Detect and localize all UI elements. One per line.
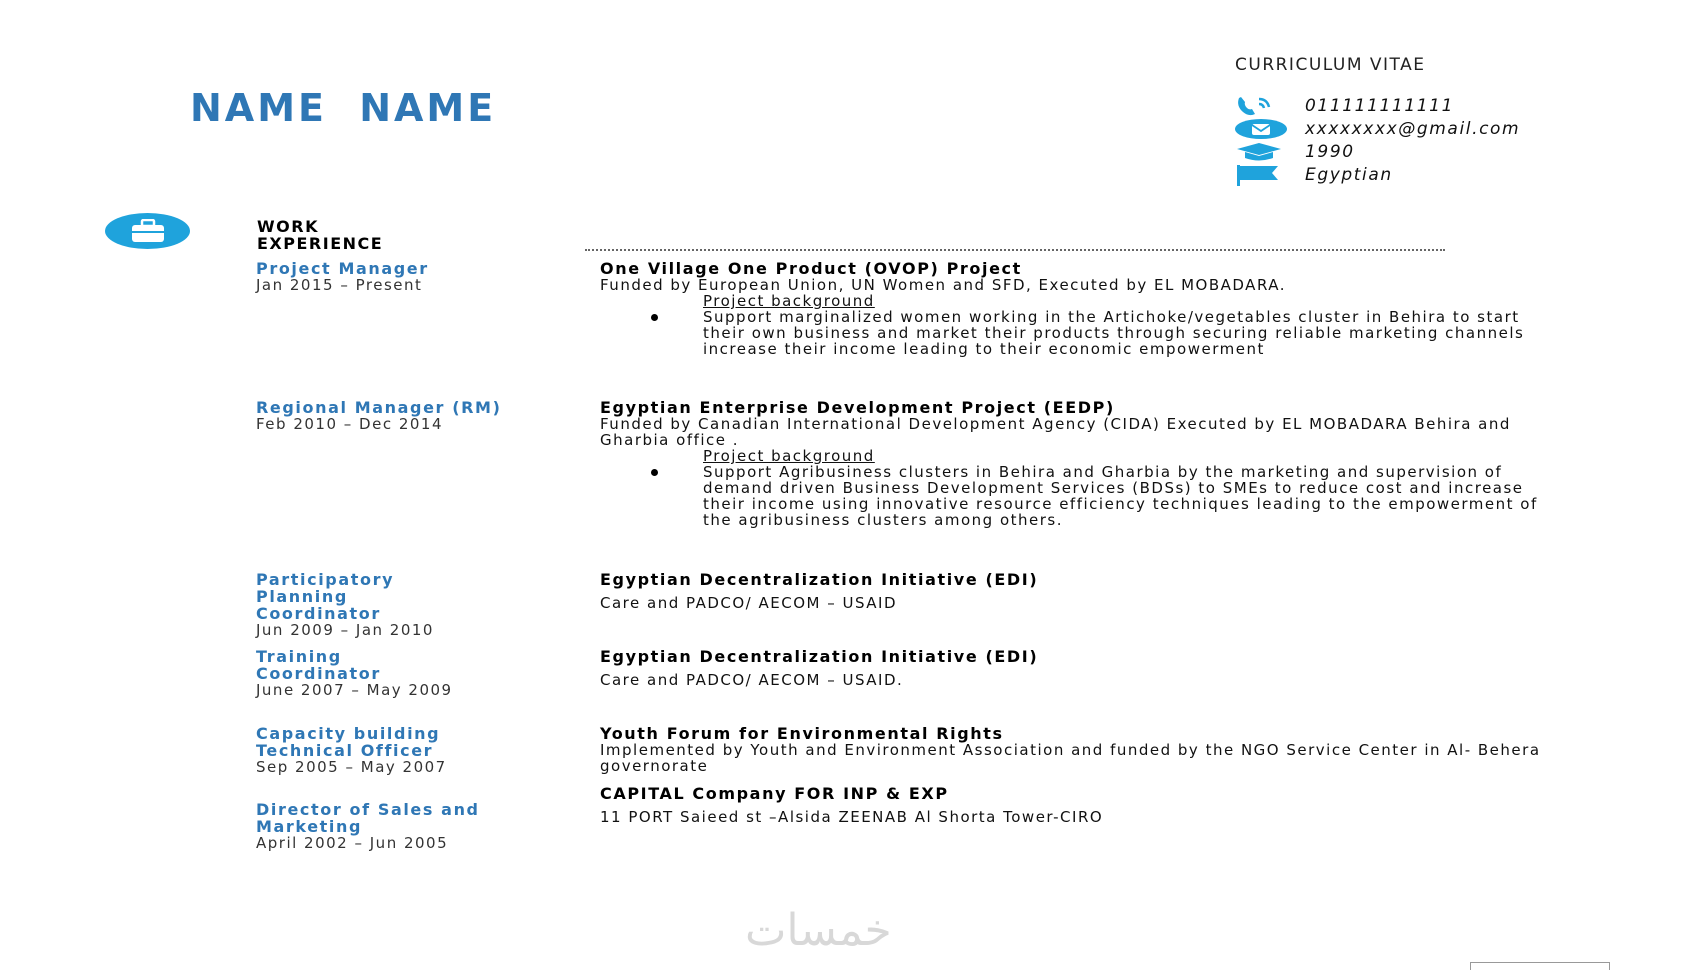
job-title: Project Manager xyxy=(256,259,429,278)
job-title: Participatory Planning Coordinator xyxy=(256,570,395,623)
section-divider xyxy=(585,249,1445,251)
job-date: Sep 2005 – May 2007 xyxy=(256,758,447,776)
phone-icon xyxy=(1235,95,1291,117)
job-org: Youth Forum for Environmental Rights xyxy=(600,724,1004,743)
bullet-text: Support Agribusiness clusters in Behira and Gharbia by the marketing and supervision of demand driven Business Development Services (BDSs) to SMEs to reduce cost and increase their income using innovative resource efficiency techniques leading to the empowerment of the agribusiness clusters among others. xyxy=(703,463,1538,529)
section-title-line1: WORK xyxy=(257,217,319,236)
job-org: One Village One Product (OVOP) Project xyxy=(600,259,1022,278)
job-desc: Funded by Canadian International Development Agency (CIDA) Executed by EL MOBADARA Behira and Gharbia office . xyxy=(600,415,1511,449)
contact-nationality: Egyptian xyxy=(1305,164,1393,185)
job-desc: 11 PORT Saieed st –Alsida ZEENAB Al Shorta Tower-CIRO xyxy=(600,808,1104,826)
job-desc: Care and PADCO/ AECOM – USAID xyxy=(600,594,897,612)
bullet-icon xyxy=(651,469,658,476)
project-background-heading: Project background xyxy=(703,447,875,465)
job-title: Regional Manager (RM) xyxy=(256,398,502,417)
job-entry-left xyxy=(256,571,456,638)
job-title: Director of Sales and Marketing xyxy=(256,800,480,836)
briefcase-icon xyxy=(105,213,190,249)
contact-email-row xyxy=(1235,117,1675,140)
contact-year: 1990 xyxy=(1305,141,1355,162)
job-entry-left xyxy=(256,725,516,775)
project-background-heading: Project background xyxy=(703,292,875,310)
contact-phone-row xyxy=(1235,94,1675,117)
job-entry-right xyxy=(600,571,1560,611)
job-entry-right xyxy=(600,648,1560,688)
bullet-icon xyxy=(651,314,658,321)
job-desc: Care and PADCO/ AECOM – USAID. xyxy=(600,671,904,689)
job-entry-left xyxy=(256,801,496,851)
job-date: Jun 2009 – Jan 2010 xyxy=(256,621,434,639)
job-entry-right xyxy=(600,725,1560,774)
job-org: Egyptian Decentralization Initiative (EDI) xyxy=(600,570,1039,589)
job-entry-right xyxy=(600,399,1560,528)
job-entry-left xyxy=(256,648,486,698)
contact-block xyxy=(1235,94,1675,186)
job-entry-left xyxy=(256,399,546,432)
job-date: Jan 2015 – Present xyxy=(256,276,423,294)
job-desc: Implemented by Youth and Environment Association and funded by the NGO Service Center in Al- Behera governorate xyxy=(600,741,1541,775)
job-org: Egyptian Enterprise Development Project (EEDP) xyxy=(600,398,1115,417)
job-org: CAPITAL Company FOR INP & EXP xyxy=(600,784,949,803)
job-title: Training Coordinator xyxy=(256,647,381,683)
graduation-cap-icon xyxy=(1235,141,1291,163)
email-icon xyxy=(1235,118,1291,140)
contact-year-row xyxy=(1235,140,1675,163)
section-title-line2: EXPERIENCE xyxy=(257,234,384,253)
job-title: Capacity building Technical Officer xyxy=(256,724,441,760)
job-entry-right xyxy=(600,785,1560,825)
corner-frame xyxy=(1470,962,1610,970)
bullet-item xyxy=(703,464,1560,528)
contact-email: xxxxxxxx@gmail.com xyxy=(1305,118,1521,139)
cv-label: CURRICULUM VITAE xyxy=(1235,55,1426,75)
job-date: April 2002 – Jun 2005 xyxy=(256,834,449,852)
contact-phone: 011111111111 xyxy=(1305,95,1454,116)
job-org: Egyptian Decentralization Initiative (EDI) xyxy=(600,647,1039,666)
job-desc: Funded by European Union, UN Women and SFD, Executed by EL MOBADARA. xyxy=(600,276,1287,294)
contact-nationality-row xyxy=(1235,163,1675,186)
candidate-name: NAME NAME xyxy=(190,86,497,130)
flag-icon xyxy=(1235,164,1291,186)
watermark: خمسات xyxy=(745,905,892,956)
job-entry-right xyxy=(600,260,1560,357)
section-title-work-experience xyxy=(257,218,457,252)
job-date: June 2007 – May 2009 xyxy=(256,681,453,699)
bullet-text: Support marginalized women working in the Artichoke/vegetables cluster in Behira to start their own business and market their products through securing reliable marketing channels increase their income leading to their economic empowerment xyxy=(703,308,1525,358)
job-entry-left xyxy=(256,260,546,293)
bullet-item xyxy=(703,309,1560,357)
job-date: Feb 2010 – Dec 2014 xyxy=(256,415,444,433)
